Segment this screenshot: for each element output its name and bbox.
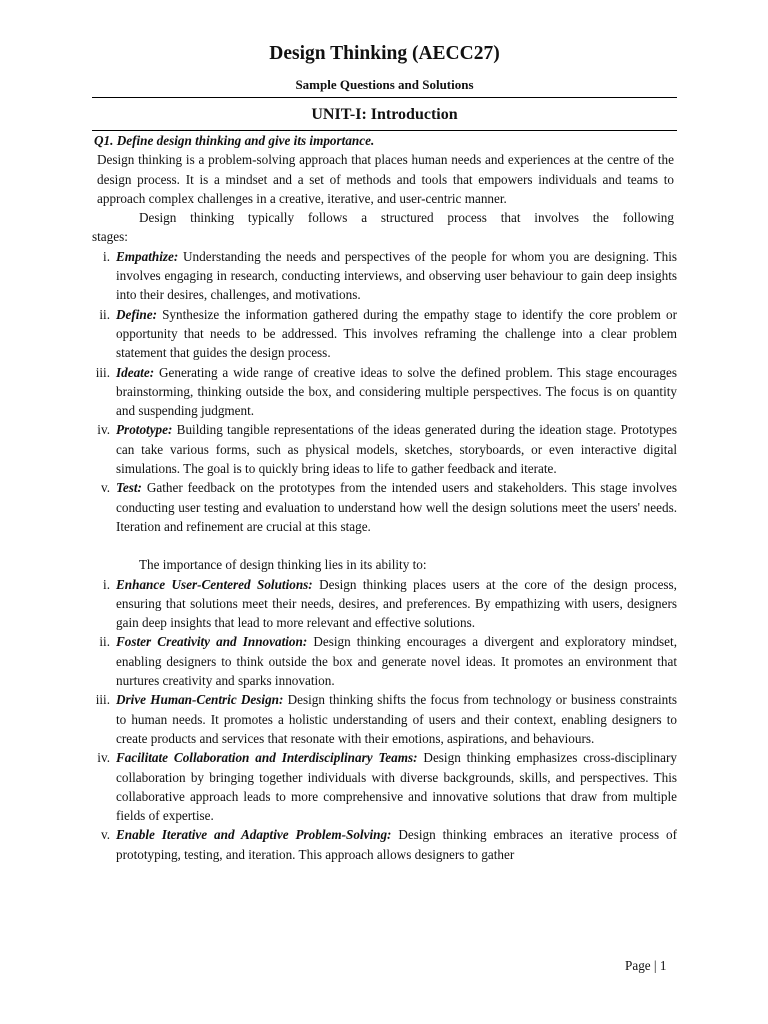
list-item-body: [110, 575, 677, 633]
list-item-body: [110, 825, 677, 864]
list-term: Prototype:: [116, 422, 173, 438]
list-number: ii.: [99, 634, 110, 650]
list-text: Design thinking encourages a divergent and exploratory mindset, enabling designers to think outside the box and generate novel ideas. It promotes an environment that nurtures creativity and sparks innovation.: [116, 634, 677, 689]
list-item-body: [110, 690, 677, 748]
list-term: Foster Creativity and Innovation:: [116, 634, 308, 650]
list-text: Design thinking embraces an iterative process of prototyping, testing, and iteration. This approach allows designers to gather: [116, 827, 677, 862]
list-item: [92, 825, 677, 864]
stages-list: [92, 247, 677, 536]
list-item: [92, 478, 677, 536]
section-spacer: [92, 536, 677, 555]
stages-intro: Design thinking typically follows a structured process that involves the following: [139, 210, 674, 226]
list-item: [92, 247, 677, 305]
question-heading: Q1. Define design thinking and give its importance.: [94, 133, 375, 148]
list-item-body: [110, 478, 677, 536]
importance-intro: The importance of design thinking lies in its ability to:: [139, 557, 427, 573]
list-number: iv.: [97, 750, 110, 766]
list-number: iii.: [95, 692, 110, 708]
intro-paragraph: Design thinking is a problem-solving approach that places human needs and experiences at the centre of the design process. It is a mindset and a set of methods and tools that empowers individuals and teams to approach complex challenges in a creative, iterative, and user-centric manner.: [97, 152, 674, 206]
list-item-body: [110, 632, 677, 690]
list-item-body: [110, 748, 677, 825]
list-term: Facilitate Collaboration and Interdisciplinary Teams:: [116, 750, 418, 766]
list-number: ii.: [99, 306, 110, 322]
list-item: [92, 575, 677, 633]
list-item: [92, 748, 677, 825]
list-item: [92, 363, 677, 421]
list-number: iii.: [95, 364, 110, 380]
list-item: [92, 305, 677, 363]
stages-intro-cont: stages:: [92, 229, 128, 245]
list-number: i.: [103, 248, 110, 264]
list-term: Empathize:: [116, 248, 179, 264]
list-text: Synthesize the information gathered during the empathy stage to identify the core problem or opportunity that needs to be addressed. This involves reframing the challenge into a clear problem statement that guides the design process.: [116, 306, 677, 361]
list-number: v.: [100, 480, 110, 496]
list-text: Understanding the needs and perspectives of the people for whom you are designing. This involves engaging in research, conducting interviews, and observing user behaviour to gain deep insights into their desires, challenges, and motivations.: [116, 248, 677, 303]
document-subtitle: Sample Questions and Solutions: [295, 77, 474, 92]
list-text: Gather feedback on the prototypes from the intended users and stakeholders. This stage involves conducting user testing and evaluation to understand how well the design solutions meet the users' needs. Iteration and refinement are crucial at this stage.: [116, 480, 677, 534]
header-rule: [92, 97, 677, 98]
list-item-body: [110, 363, 677, 421]
list-text: Design thinking shifts the focus from technology or business constraints to human needs. It promotes a holistic understanding of users and their context, enabling designers to create products and services that resonate with their emotions, aspirations, and behaviours.: [116, 692, 678, 746]
list-text: Generating a wide range of creative ideas to solve the defined problem. This stage encourages brainstorming, thinking outside the box, and considering multiple perspectives. The focus is on quantity and suspending judgment.: [116, 364, 677, 419]
list-term: Enhance User-Centered Solutions:: [116, 576, 313, 592]
list-item-body: [110, 305, 677, 363]
list-term: Drive Human-Centric Design:: [116, 692, 284, 708]
list-item: [92, 632, 677, 690]
page-number: Page | 1: [625, 958, 667, 973]
list-term: Ideate:: [116, 364, 155, 380]
list-text: Design thinking emphasizes cross-disciplinary collaboration by bringing together individuals with diverse backgrounds, skills, and perspectives. This collaborative approach leads to more comprehensive and innovative solutions that draw from multiple fields of expertise.: [116, 750, 677, 824]
importance-list: [92, 575, 677, 864]
list-number: iv.: [97, 422, 110, 438]
list-item: [92, 690, 677, 748]
list-number: i.: [103, 576, 110, 592]
list-term: Enable Iterative and Adaptive Problem-Solving:: [116, 827, 392, 843]
list-item-body: [110, 420, 677, 478]
document-page: [92, 40, 677, 864]
list-item: [92, 420, 677, 478]
list-term: Test:: [116, 480, 142, 496]
list-item-body: [110, 247, 677, 305]
unit-title: UNIT-I: Introduction: [311, 106, 458, 123]
list-number: v.: [100, 827, 110, 843]
list-text: Building tangible representations of the ideas generated during the ideation stage. Prototypes can take various forms, such as physical models, sketches, storyboards, or even interactive digital simulations. The goal is to quickly bring ideas to life to gather feedback and iterate.: [116, 422, 677, 477]
document-title: Design Thinking (AECC27): [269, 43, 500, 64]
list-text: Design thinking places users at the core of the design process, ensuring that solutions meet their needs, desires, and preferences. By empathizing with users, designers gain deep insights that lead to more relevant and effective solutions.: [116, 576, 677, 631]
list-term: Define:: [116, 306, 158, 322]
